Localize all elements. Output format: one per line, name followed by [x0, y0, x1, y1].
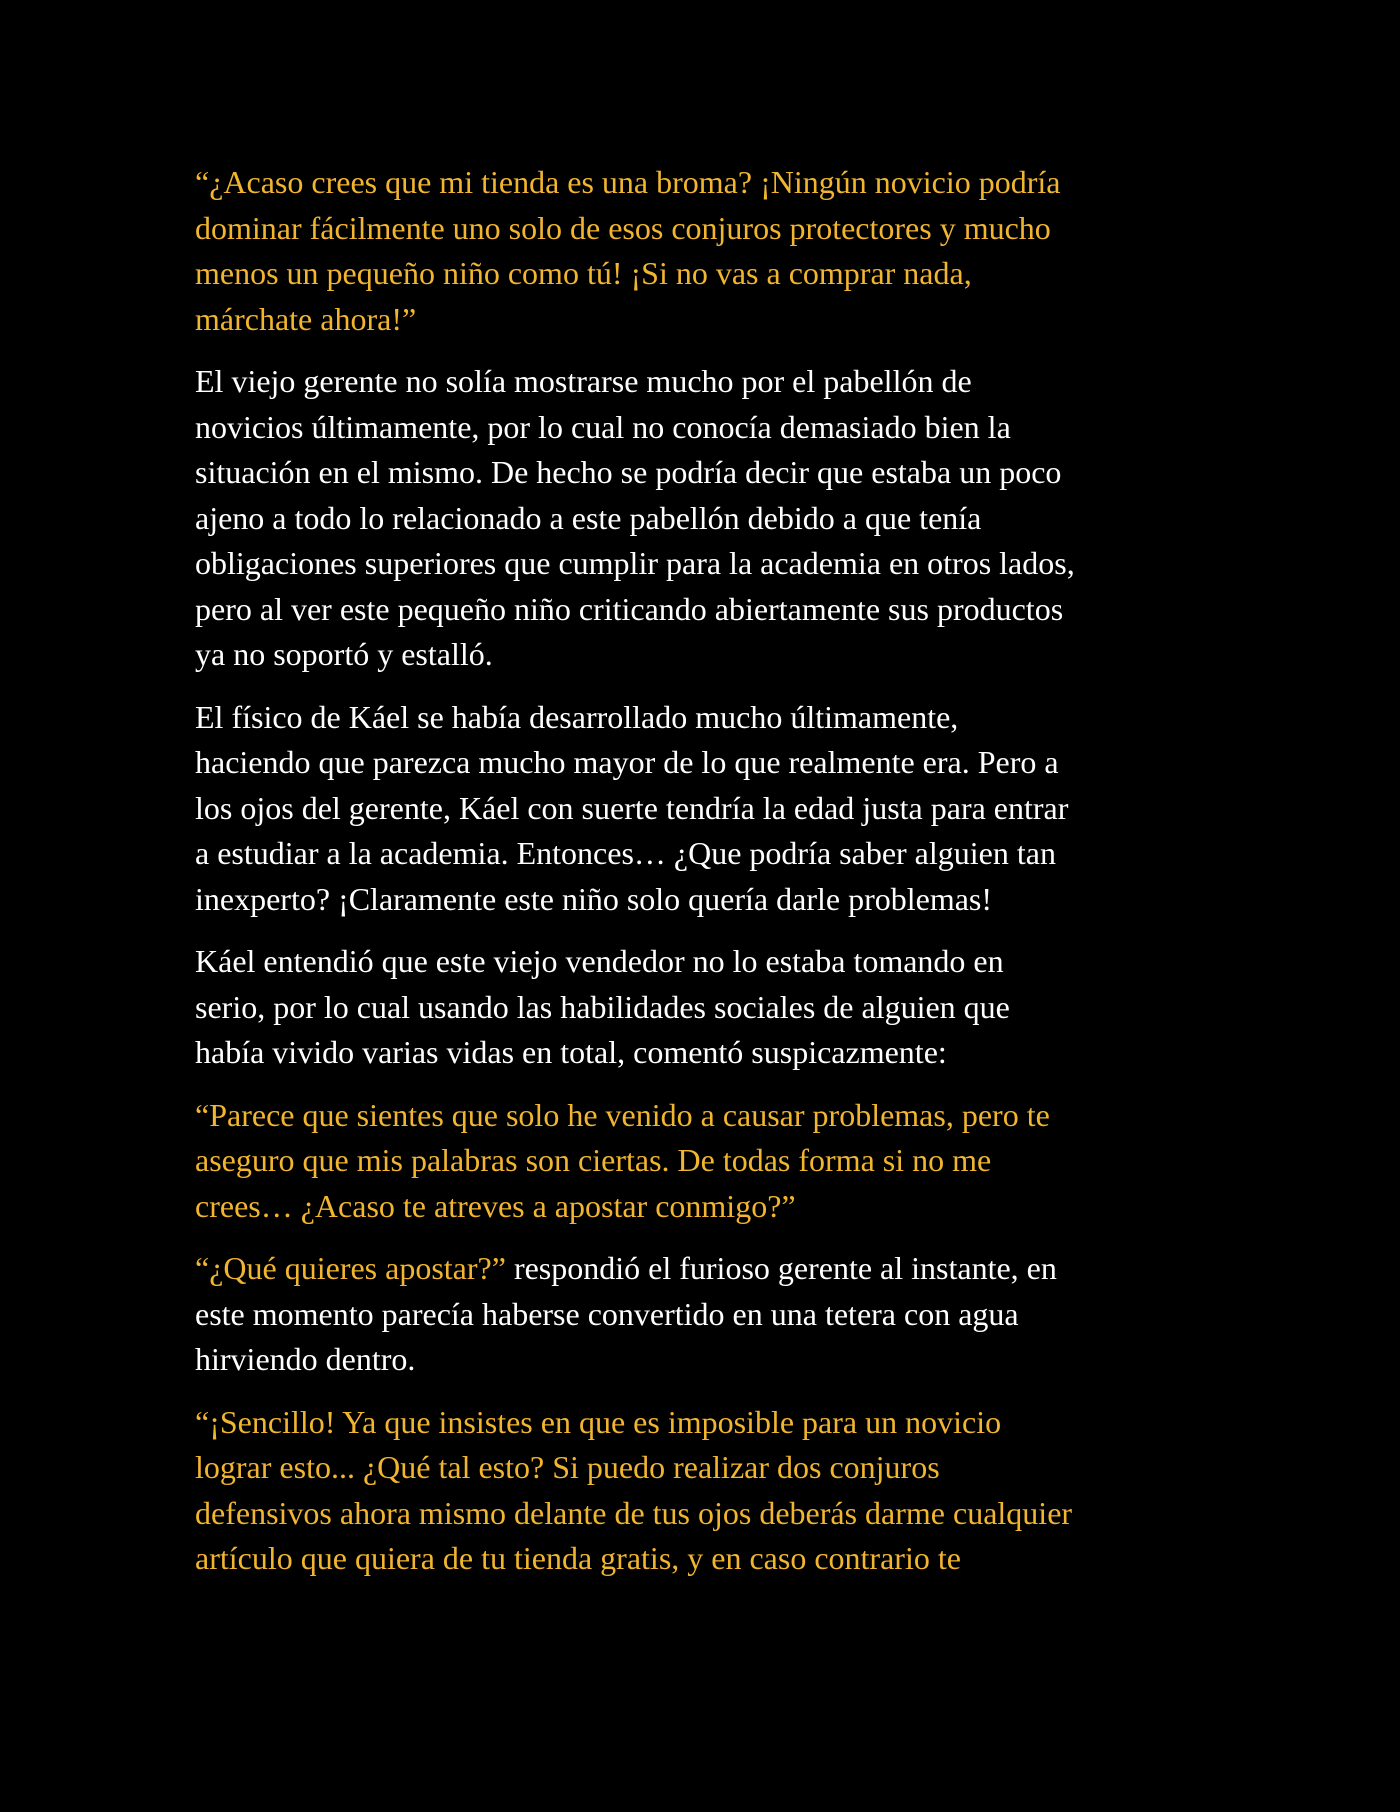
dialogue-paragraph-bet-terms: “¡Sencillo! Ya que insistes en que es imposible para un novicio lograr esto... ¿Qué tal esto? Si puedo realizar dos conjuros defensivos ahora mismo delante de tus ojos deberás darme cualquier artículo que quiera de tu tienda gratis, y en caso contrario te	[195, 1403, 1073, 1576]
spoken-quote: “¿Qué quieres apostar?”	[195, 1250, 506, 1286]
narration-paragraph-kael-physique: El físico de Káel se había desarrollado mucho últimamente, haciendo que parezca mucho mayor de lo que realmente era. Pero a los ojos del gerente, Káel con suerte tendría la edad justa para entrar a estudiar a la academia. Entonces… ¿Que podría saber alguien tan inexperto? ¡Claramente este niño solo quería darle problemas!	[195, 698, 1069, 917]
dialogue-paragraph-shop-joke: “¿Acaso crees que mi tienda es una broma? ¡Ningún novicio podría dominar fácilmente uno solo de esos conjuros protectores y mucho menos un pequeño niño como tú! ¡Si no vas a comprar nada, márchate ahora!”	[195, 164, 1061, 337]
dialogue-paragraph-bet-challenge: “Parece que sientes que solo he venido a causar problemas, pero te aseguro que mis palabras son ciertas. De todas forma si no me crees… ¿Acaso te atreves a apostar conmigo?”	[195, 1096, 1050, 1224]
narration-paragraph-old-manager: El viejo gerente no solía mostrarse mucho por el pabellón de novicios últimamente, por lo cual no conocía demasiado bien la situación en el mismo. De hecho se podría decir que estaba un poco ajeno a todo lo relacionado a este pabellón debido a que tenía obligaciones superiores que cumplir para la academia en otros lados, pero al ver este pequeño niño criticando abiertamente sus productos ya no soportó y estalló.	[195, 363, 1075, 672]
narration-continuation: respondió el furioso gerente al instante, en este momento parecía haberse convertido en una tetera con agua hirviendo dentro.	[195, 1250, 1057, 1377]
mixed-paragraph-manager-reply	[195, 1246, 1210, 1383]
narration-paragraph-kael-social-skills: Káel entendió que este viejo vendedor no lo estaba tomando en serio, por lo cual usando las habilidades sociales de alguien que había vivido varias vidas en total, comentó suspicazmente:	[195, 943, 1010, 1070]
document-page	[195, 160, 1210, 1599]
